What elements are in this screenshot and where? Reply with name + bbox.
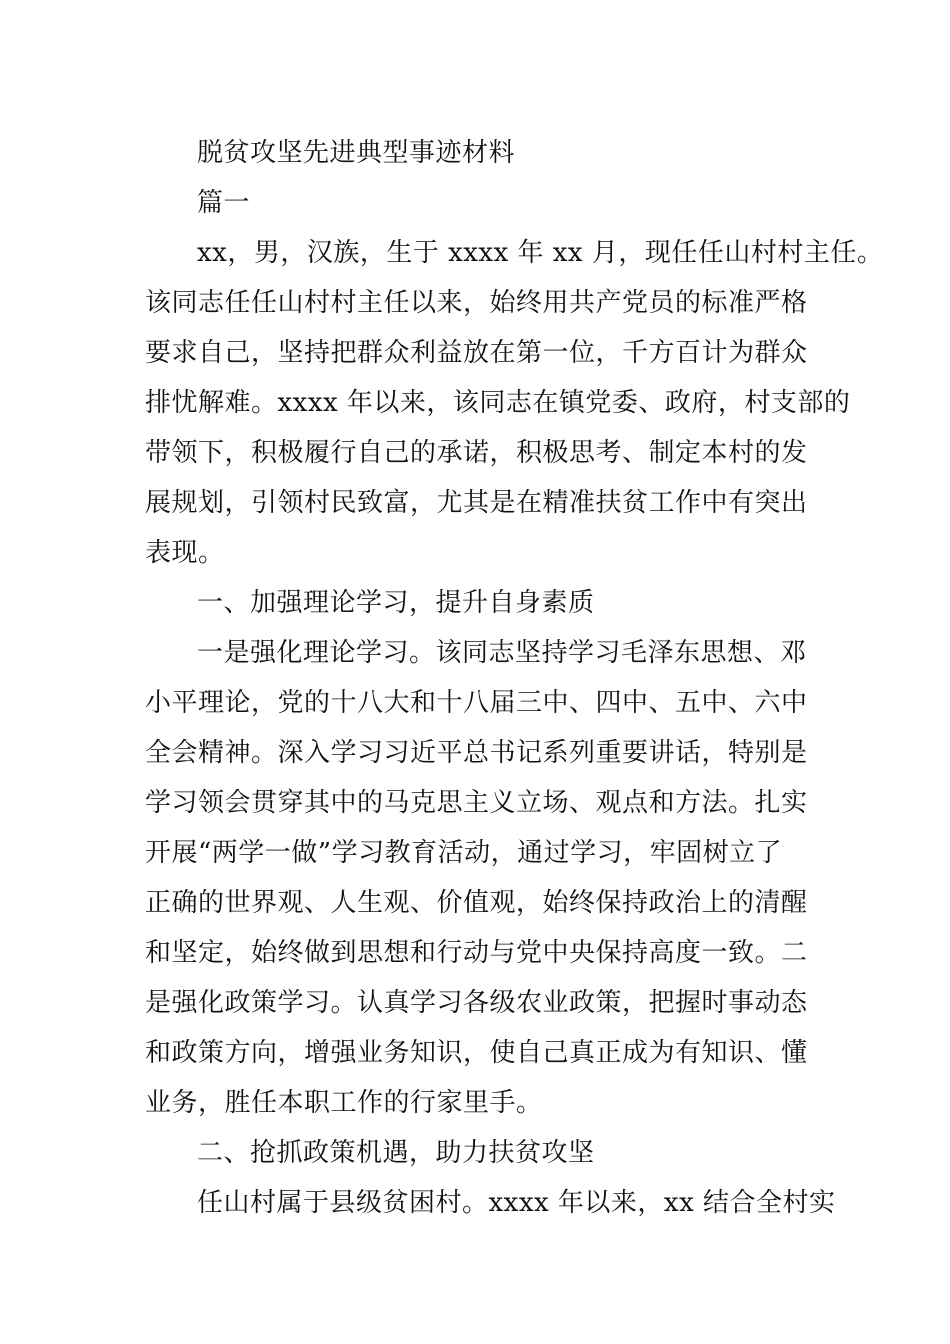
paragraph-line: 开展“两学一做”学习教育活动，通过学习，牢固树立了 (145, 838, 783, 868)
section-heading: 一、加强理论学习，提升自身素质 (197, 588, 595, 618)
paragraph-line: 任山村属于县级贫困村。xxxx 年以来，xx 结合全村实 (197, 1188, 836, 1218)
document-title: 脱贫攻坚先进典型事迹材料 (197, 138, 516, 168)
paragraph-line: 和政策方向，增强业务知识，使自己真正成为有知识、懂 (145, 1038, 808, 1068)
paragraph-line: 和坚定，始终做到思想和行动与党中央保持高度一致。二 (145, 938, 808, 968)
paragraph-line: 展规划，引领村民致富，尤其是在精准扶贫工作中有突出 (145, 488, 808, 518)
paragraph-line: 排忧解难。xxxx 年以来，该同志在镇党委、政府，村支部的 (145, 388, 851, 418)
paragraph-line: 是强化政策学习。认真学习各级农业政策，把握时事动态 (145, 988, 808, 1018)
paragraph-line: 学习领会贯穿其中的马克思主义立场、观点和方法。扎实 (145, 788, 808, 818)
paragraph-line: xx，男，汉族，生于 xxxx 年 xx 月，现任任山村村主任。 (197, 238, 884, 268)
section-label: 篇一 (197, 188, 251, 218)
paragraph-line: 正确的世界观、人生观、价值观，始终保持政治上的清醒 (145, 888, 808, 918)
paragraph-line: 一是强化理论学习。该同志坚持学习毛泽东思想、邓 (197, 638, 807, 668)
paragraph-line: 业务，胜任本职工作的行家里手。 (145, 1088, 543, 1118)
paragraph-line: 该同志任任山村村主任以来，始终用共产党员的标准严格 (145, 288, 808, 318)
section-heading: 二、抢抓政策机遇，助力扶贫攻坚 (197, 1138, 595, 1168)
paragraph-line: 带领下，积极履行自己的承诺，积极思考、制定本村的发 (145, 438, 808, 468)
paragraph-line: 全会精神。深入学习习近平总书记系列重要讲话，特别是 (145, 738, 808, 768)
paragraph-line: 小平理论，党的十八大和十八届三中、四中、五中、六中 (145, 688, 808, 718)
paragraph-line: 表现。 (145, 538, 225, 568)
paragraph-line: 要求自己，坚持把群众利益放在第一位，千方百计为群众 (145, 338, 808, 368)
